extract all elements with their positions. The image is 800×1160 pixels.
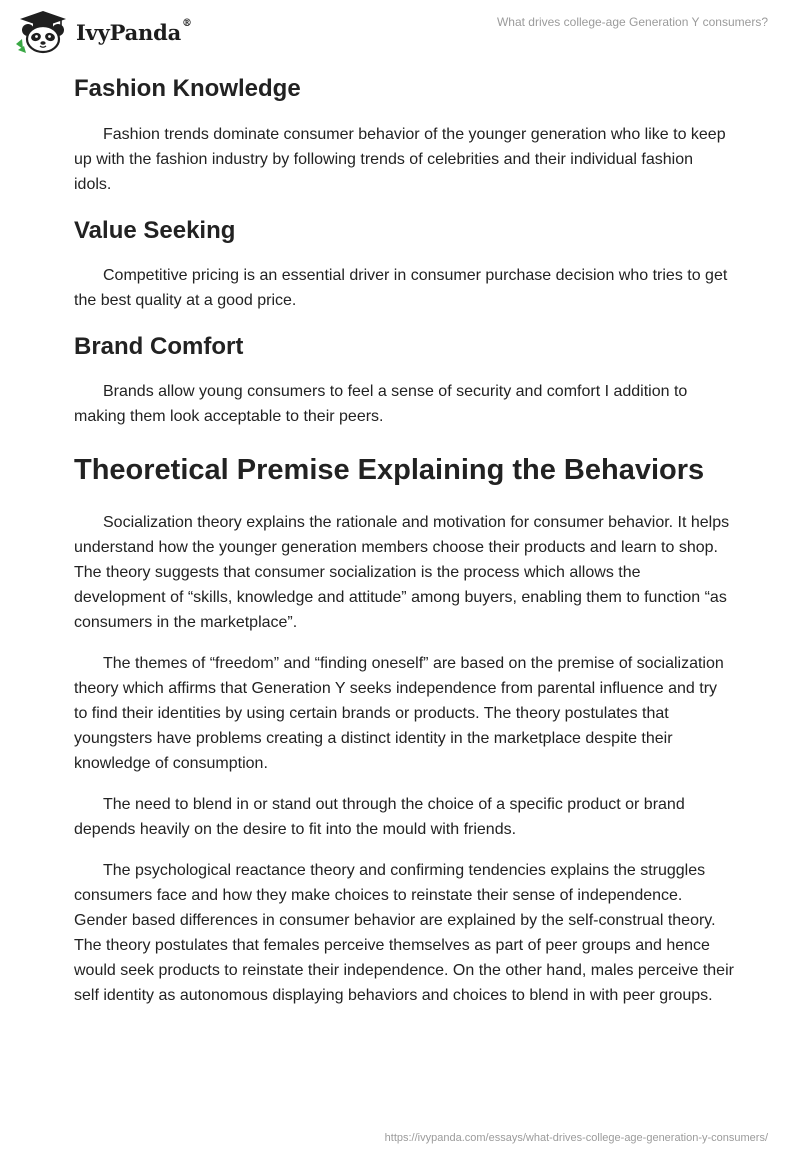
paragraph-reactance-theory: The psychological reactance theory and confirming tendencies explains the struggles consumers face and how they make choices to reinstate their sense of independence. Gender based differences in consumer behavior are explained by the self-construal theory. The theory postulates that females perceive themselves as part of peer groups and hence would seek products to reinstate their independence. On the other hand, males perceive their self identity as autonomous displaying behaviors and choices to blend in with peer groups. [74,862,734,1004]
heading-brand-comfort: Brand Comfort [74,333,244,360]
page-header [0,0,800,60]
heading-value-seeking: Value Seeking [74,217,236,244]
heading-theoretical-premise: Theoretical Premise Explaining the Behaviors [74,454,705,486]
article-body [74,70,734,1008]
paragraph-socialization-theory: Socialization theory explains the rationale and motivation for consumer behavior. It helps understand how the younger generation members choose their products and learn to shop. The theory suggests that consumer socialization is the process which allows the development of “skills, knowledge and attitude” among buyers, enabling them to function “as consumers in the marketplace”. [74,514,730,631]
document-title: What drives college-age Generation Y consumers? [496,15,768,29]
heading-fashion-knowledge: Fashion Knowledge [74,75,301,102]
brand-name: IvyPanda® [76,17,192,45]
paragraph-freedom-themes: The themes of “freedom” and “finding oneself” are based on the premise of socialization theory which affirms that Generation Y seeks independence from parental influence and try to find their identities by using certain brands or products. The theory postulates that youngsters have problems creating a distinct identity in the marketplace despite their knowledge of consumption. [74,655,724,772]
source-url[interactable]: https://ivypanda.com/essays/what-drives-college-age-generation-y-consumers/ [384,1132,768,1144]
paragraph-fashion-knowledge: Fashion trends dominate consumer behavior of the younger generation who like to keep up with the fashion industry by following trends of celebrities and their individual fashion idols. [74,126,726,193]
paragraph-value-seeking: Competitive pricing is an essential driver in consumer purchase decision who tries to get the best quality at a good price. [74,267,728,309]
paragraph-brand-comfort: Brands allow young consumers to feel a sense of security and comfort I addition to making them look acceptable to their peers. [74,383,688,425]
paragraph-blend-in: The need to blend in or stand out through the choice of a specific product or brand depends heavily on the desire to fit into the mould with friends. [74,796,685,838]
ivypanda-logo[interactable] [14,8,192,54]
panda-graduate-icon [14,8,72,54]
registered-mark: ® [182,17,192,29]
